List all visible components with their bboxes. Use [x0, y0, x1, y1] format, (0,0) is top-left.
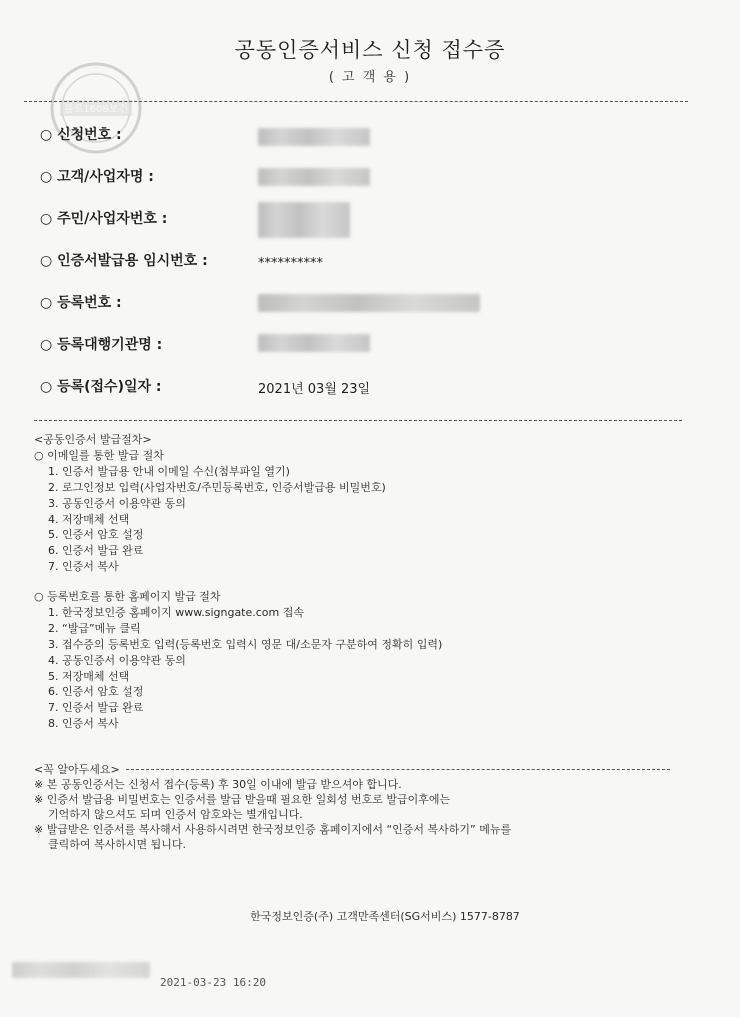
- web-step: 7. 인증서 발급 완료: [48, 701, 144, 715]
- email-step: 1. 인증서 발급용 안내 이메일 수신(첨부파일 열기): [48, 464, 290, 478]
- procedure-section: [34, 432, 386, 575]
- redacted-value: [258, 128, 370, 146]
- email-step: 7. 인증서 복사: [48, 560, 119, 574]
- contact-footer: 한국정보인증(주) 고객만족센터(SG서비스) 1577-8787: [250, 910, 520, 923]
- web-step: 6. 인증서 암호 설정: [48, 685, 144, 699]
- divider-middle: [34, 420, 682, 421]
- note-item-continued: 기억하지 않으셔도 되며 인증서 암호와는 별개입니다.: [48, 808, 303, 821]
- redacted-footer-left: [12, 962, 150, 978]
- document-title: 공동인증서비스 신청 접수증: [234, 38, 506, 62]
- redacted-value: [258, 334, 370, 352]
- field-label: ○ 주민/사업자번호 :: [40, 211, 168, 227]
- field-temp-number: [40, 250, 700, 274]
- notes-title-dash: [126, 769, 670, 770]
- field-customer-name: [40, 166, 700, 190]
- email-step: 3. 공동인증서 이용약관 동의: [48, 496, 186, 510]
- web-procedure-header: ○ 등록번호를 통한 홈페이지 발급 절차: [34, 590, 221, 603]
- document-subtitle: ( 고 객 용 ): [328, 70, 412, 85]
- redacted-value: [258, 294, 480, 312]
- registration-date-value: 2021년 03월 23일: [258, 382, 371, 397]
- field-label: ○ 인증서발급용 임시번호 :: [40, 253, 208, 269]
- web-step: 1. 한국정보인증 홈페이지 www.signgate.com 접속: [48, 605, 305, 619]
- field-agency-name: [40, 334, 700, 358]
- notes-title-row: [34, 762, 511, 777]
- note-item-continued: 클릭하여 복사하시면 됩니다.: [48, 838, 187, 851]
- email-step: 2. 로그인정보 입력(사업자번호/주민등록번호, 인증서발급용 비밀번호): [48, 480, 386, 494]
- web-step: 5. 저장매체 선택: [48, 669, 130, 683]
- divider-top: [24, 101, 688, 102]
- email-procedure-header: ○ 이메일를 통한 발급 절차: [34, 448, 164, 462]
- email-step: 6. 인증서 발급 완료: [48, 544, 144, 558]
- notes-title: <꼭 알아두세요>: [34, 763, 120, 776]
- field-label: ○ 등록(접수)일자 :: [40, 379, 162, 395]
- web-step: 3. 접수증의 등록번호 입력(등록번호 입력시 영문 대/소문자 구분하여 정확히 입력): [48, 637, 443, 651]
- procedure-title: <공동인증서 발급절차>: [34, 433, 152, 446]
- field-application-number: [40, 124, 700, 148]
- redacted-value: [258, 168, 370, 186]
- field-label: ○ 등록번호 :: [40, 295, 122, 311]
- temp-number-value: **********: [258, 256, 323, 271]
- redacted-value: [258, 202, 350, 238]
- field-label: ○ 등록대행기관명 :: [40, 337, 163, 353]
- note-item: ※ 발급받은 인증서를 복사해서 사용하시려면 한국정보인증 홈페이지에서 “인증서 복사하기” 메뉴를: [34, 823, 512, 836]
- field-label: ○ 고객/사업자명 :: [40, 169, 154, 185]
- field-id-number: [40, 208, 700, 232]
- note-item: ※ 인증서 발급용 비밀번호는 인증서를 발급 받을때 필요한 일회성 번호로 발급이후에는: [34, 793, 451, 806]
- email-step: 4. 저장매체 선택: [48, 512, 130, 526]
- web-step: 8. 인증서 복사: [48, 717, 119, 731]
- email-step: 5. 인증서 암호 설정: [48, 528, 144, 542]
- web-procedure-section: [34, 589, 442, 732]
- notes-section: [34, 762, 511, 852]
- field-registration-number: [40, 292, 700, 316]
- web-step: 4. 공동인증서 이용약관 동의: [48, 653, 186, 667]
- svg-text:불로1608보건: 불로1608보건: [63, 104, 129, 115]
- print-timestamp: 2021-03-23 16:20: [160, 976, 266, 989]
- note-item: ※ 본 공동인증서는 신청서 접수(등록) 후 30일 이내에 발급 받으셔야 합니다.: [34, 778, 402, 791]
- field-label: ○ 신청번호 :: [40, 127, 122, 143]
- web-step: 2. “발급”메뉴 클릭: [48, 621, 141, 635]
- field-registration-date: [40, 376, 700, 400]
